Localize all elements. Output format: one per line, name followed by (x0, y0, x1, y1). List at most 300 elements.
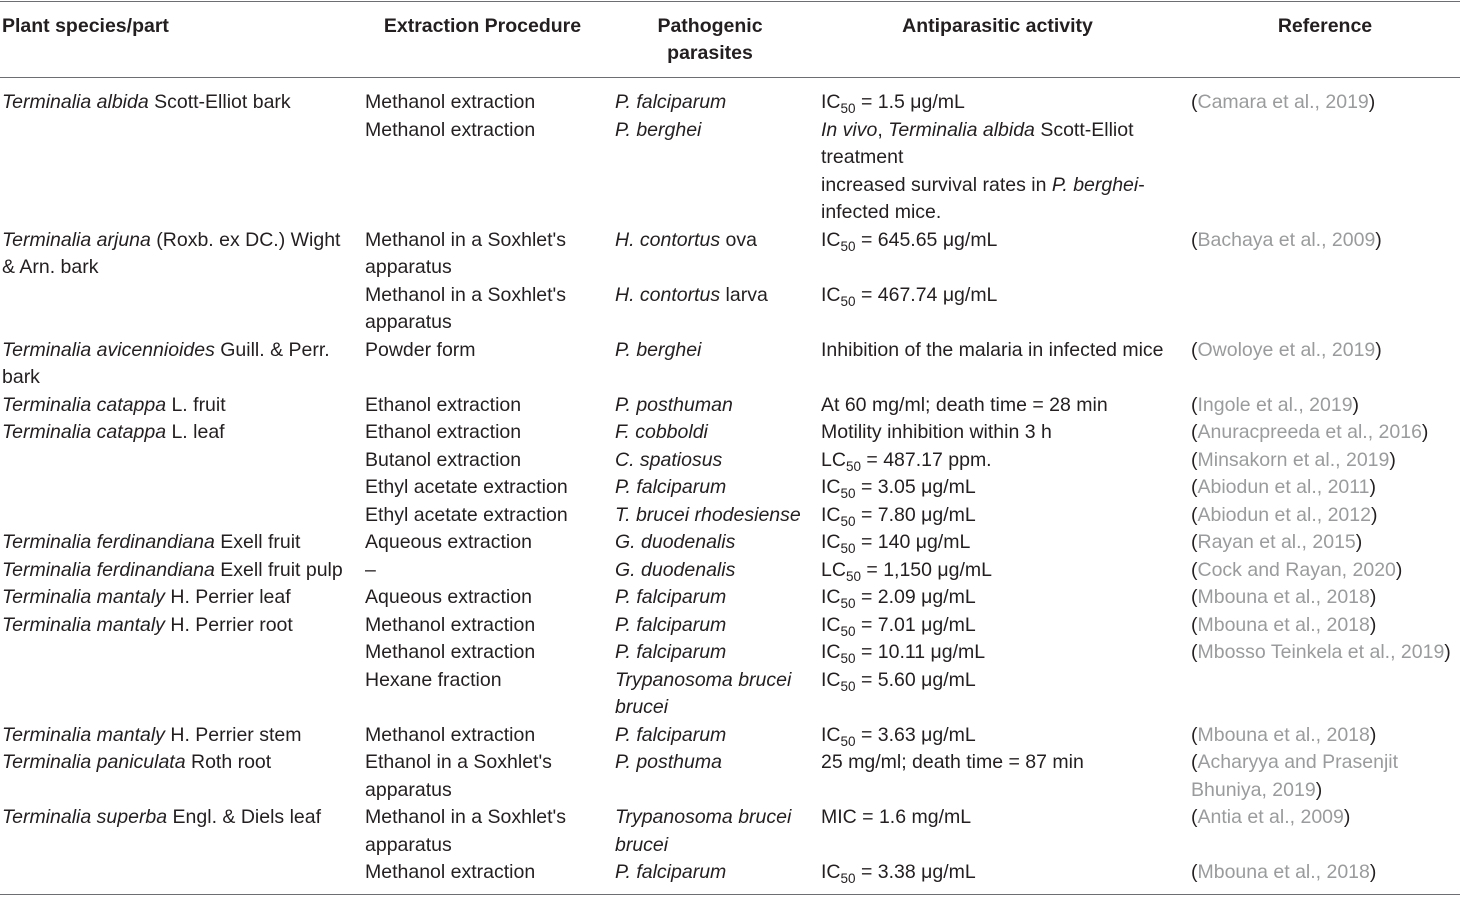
parasite-name: G. duodenalis (615, 558, 736, 581)
activity-subscript: 50 (845, 568, 861, 584)
cell-reference (1191, 612, 1459, 640)
activity-value: = 10.11 μg/mL (855, 641, 986, 663)
extraction-line: apparatus (365, 311, 452, 333)
cell-parasite (615, 227, 815, 255)
table-row (0, 612, 1460, 640)
cell-species (2, 337, 357, 392)
reference-line (1191, 447, 1459, 475)
cell-parasite (615, 337, 815, 365)
cell-activity (821, 502, 1181, 530)
cell-species (2, 529, 357, 557)
reference-line (1191, 557, 1459, 585)
parasite-line (615, 859, 815, 887)
reference-line (1191, 804, 1459, 832)
cell-reference (1191, 447, 1459, 475)
parasite-name: P. falciparum (615, 586, 727, 608)
parasite-line (615, 227, 815, 255)
activity-measure: IC (821, 586, 841, 608)
table-row (0, 859, 1460, 887)
reference-link[interactable]: Bachaya et al., 2009 (1197, 228, 1376, 251)
table-row (0, 117, 1460, 227)
reference-link[interactable]: Minsakorn et al., 2019 (1197, 448, 1390, 471)
cell-extraction (365, 749, 610, 804)
reference-link[interactable]: Antia et al., 2009 (1197, 806, 1344, 828)
parasite-line (615, 584, 815, 612)
cell-parasite (615, 474, 815, 502)
reference-line (1191, 227, 1459, 255)
species-part: H. Perrier leaf (164, 586, 291, 608)
table-row (0, 227, 1460, 282)
cell-extraction (365, 584, 610, 612)
activity-measure: IC (821, 228, 841, 251)
cell-parasite (615, 529, 815, 557)
species-name: Terminalia avicennioides (2, 338, 215, 361)
activity-value: = 645.65 μg/mL (855, 228, 998, 251)
cell-parasite (615, 612, 815, 640)
parasite-line (615, 392, 815, 420)
table-body (0, 89, 1460, 887)
parasite-line (615, 667, 815, 695)
parasite-name: P. falciparum (615, 723, 727, 746)
parasite-line (615, 639, 815, 667)
extraction-line: Methanol extraction (365, 861, 536, 883)
activity-value: = 1,150 μg/mL (860, 558, 992, 581)
cell-activity (821, 337, 1181, 365)
activity-value: = 140 μg/mL (855, 531, 971, 553)
reference-line (1191, 392, 1459, 420)
parasite-name: H. contortus (615, 283, 721, 306)
activity-subscript: 50 (840, 293, 856, 309)
activity-subscript: 50 (840, 678, 856, 694)
header-species: Plant species/part (2, 15, 169, 37)
header-parasites-line1: Pathogenic (657, 15, 763, 37)
parasite-line (615, 722, 815, 750)
activity-line (821, 117, 1181, 145)
cell-activity (821, 117, 1181, 227)
species-name: Terminalia ferdinandiana (2, 531, 215, 553)
cell-activity (821, 474, 1181, 502)
extraction-line: Methanol extraction (365, 91, 536, 113)
table-row (0, 639, 1460, 667)
reference-line (1191, 639, 1459, 667)
activity-line (821, 474, 1181, 502)
cell-activity (821, 557, 1181, 585)
parasite-name: P. falciparum (615, 91, 727, 113)
cell-parasite (615, 749, 815, 777)
cell-reference (1191, 419, 1459, 447)
reference-paren: ( (1191, 723, 1198, 746)
activity-value: = 2.09 μg/mL (855, 586, 976, 608)
parasite-line (615, 749, 815, 777)
activity-line (821, 667, 1181, 695)
parasite-line (615, 694, 815, 722)
species-name: Terminalia mantaly (2, 586, 165, 608)
activity-line: At 60 mg/ml; death time = 28 min (821, 393, 1108, 416)
parasite-stage: larva (720, 283, 768, 306)
cell-species (2, 392, 357, 420)
activity-subscript: 50 (840, 651, 856, 666)
reference-link[interactable]: Mbouna et al., 2018 (1197, 723, 1370, 746)
cell-extraction (365, 337, 610, 365)
extraction-line: – (365, 558, 376, 581)
cell-parasite (615, 804, 815, 859)
extraction-line: Ethanol extraction (365, 421, 522, 443)
extraction-line: Methanol extraction (365, 723, 536, 746)
cell-parasite (615, 282, 815, 310)
species-part: Roth root (185, 751, 272, 773)
species-line (2, 419, 357, 447)
reference-line (1191, 859, 1459, 887)
species-line: & Arn. bark (2, 256, 99, 278)
reference-paren: ( (1191, 558, 1198, 581)
cell-reference (1191, 584, 1459, 612)
activity-line (821, 227, 1181, 255)
cell-extraction (365, 639, 610, 667)
species-name: Terminalia mantaly (2, 723, 165, 746)
reference-paren: ) (1315, 778, 1323, 801)
reference-line (1191, 777, 1459, 805)
cell-reference (1191, 557, 1459, 585)
parasite-line (615, 282, 815, 310)
cell-parasite (615, 639, 815, 667)
reference-paren: ( (1191, 751, 1198, 773)
parasite-name: P. falciparum (615, 861, 727, 883)
cell-parasite (615, 447, 815, 475)
extraction-line: Methanol in a Soxhlet's (365, 228, 567, 251)
cell-activity (821, 447, 1181, 475)
parasite-name: H. contortus (615, 228, 721, 251)
cell-parasite (615, 859, 815, 887)
parasite-name: P. falciparum (615, 613, 727, 636)
parasite-name: P. falciparum (615, 476, 727, 498)
table-row (0, 447, 1460, 475)
activity-value: = 1.5 μg/mL (855, 91, 965, 113)
extraction-line: apparatus (365, 256, 452, 278)
reference-paren: ( (1191, 91, 1198, 113)
cell-activity (821, 227, 1181, 255)
header-reference: Reference (1277, 15, 1373, 37)
bottom-rule (0, 894, 1460, 895)
activity-line (821, 612, 1181, 640)
cell-reference (1191, 529, 1459, 557)
cell-species (2, 227, 357, 282)
species-part: Exell fruit pulp (214, 558, 343, 581)
species-part: Engl. & Diels leaf (167, 806, 322, 828)
reference-paren: ( (1191, 503, 1198, 526)
cell-species (2, 584, 357, 612)
extraction-line: Ethyl acetate extraction (365, 503, 568, 526)
activity-measure: IC (821, 641, 841, 663)
cell-parasite (615, 502, 815, 530)
activity-measure: IC (821, 723, 841, 746)
activity-value: = 7.01 μg/mL (855, 613, 976, 636)
reference-line (1191, 89, 1459, 117)
reference-paren: ) (1369, 586, 1377, 608)
table-row (0, 804, 1460, 859)
reference-line (1191, 529, 1459, 557)
reference-paren: ( (1191, 421, 1198, 443)
cell-parasite (615, 584, 815, 612)
species-line (2, 392, 357, 420)
species-part: H. Perrier stem (164, 723, 302, 746)
cell-reference (1191, 392, 1459, 420)
activity-line (821, 447, 1181, 475)
reference-link[interactable]: Abiodun et al., 2012 (1197, 503, 1371, 526)
reference-link[interactable]: Camara et al., 2019 (1197, 91, 1369, 113)
table-row (0, 557, 1460, 585)
species-name: Terminalia ferdinandiana (2, 558, 215, 581)
species-name: Terminalia arjuna (2, 228, 151, 251)
cell-extraction (365, 804, 610, 859)
activity-line: 25 mg/ml; death time = 87 min (821, 751, 1084, 773)
activity-line: MIC = 1.6 mg/mL (821, 806, 972, 828)
activity-subscript: 50 (840, 513, 856, 529)
cell-extraction (365, 557, 610, 585)
parasite-line (615, 529, 815, 557)
extraction-line: Powder form (365, 338, 476, 361)
table-row (0, 584, 1460, 612)
activity-text: - (1138, 173, 1145, 196)
activity-line (821, 282, 1181, 310)
parasite-line (615, 557, 815, 585)
reference-link[interactable]: Ingole et al., 2019 (1197, 393, 1353, 416)
table-row (0, 667, 1460, 722)
reference-line (1191, 612, 1459, 640)
activity-text: Scott-Elliot (1034, 118, 1134, 141)
species-line (2, 557, 357, 585)
reference-link[interactable]: Abiodun et al., 2011 (1197, 476, 1370, 498)
cell-extraction (365, 282, 610, 337)
activity-line (821, 639, 1181, 667)
table-row (0, 529, 1460, 557)
activity-value: = 487.17 ppm. (860, 448, 992, 471)
activity-subscript: 50 (840, 623, 856, 639)
cell-activity (821, 612, 1181, 640)
reference-link[interactable]: Anuracpreeda et al., 2016 (1197, 421, 1422, 443)
reference-paren: ( (1191, 861, 1198, 883)
cell-reference (1191, 502, 1459, 530)
activity-subscript: 50 (840, 541, 856, 556)
parasite-line (615, 612, 815, 640)
cell-species (2, 612, 357, 640)
cell-activity (821, 419, 1181, 447)
species-part: L. fruit (166, 393, 226, 416)
activity-value: = 467.74 μg/mL (855, 283, 998, 306)
activity-line: Inhibition of the malaria in infected mice (821, 338, 1164, 361)
reference-paren: ) (1369, 723, 1377, 746)
extraction-line: apparatus (365, 833, 452, 856)
activity-line: infected mice. (821, 201, 942, 223)
cell-parasite (615, 392, 815, 420)
species-line (2, 227, 357, 255)
activity-value: = 7.80 μg/mL (855, 503, 976, 526)
activity-italic: In vivo (821, 118, 878, 141)
activity-measure: IC (821, 531, 841, 553)
cell-species (2, 722, 357, 750)
cell-extraction (365, 89, 610, 117)
cell-extraction (365, 612, 610, 640)
table-row (0, 722, 1460, 750)
cell-activity (821, 859, 1181, 887)
parasite-line (615, 337, 815, 365)
extraction-line: Butanol extraction (365, 448, 522, 471)
cell-reference (1191, 749, 1459, 804)
species-line (2, 89, 357, 117)
activity-line: treatment (821, 146, 904, 168)
header-parasites (630, 13, 790, 67)
reference-link[interactable]: Acharyya and Prasenjit (1197, 751, 1399, 773)
reference-paren: ) (1389, 448, 1396, 471)
parasite-name: Trypanosoma brucei (615, 806, 792, 828)
extraction-line: Ethanol in a Soxhlet's (365, 751, 552, 773)
reference-link[interactable]: Cock and Rayan, 2020 (1197, 558, 1396, 581)
cell-reference (1191, 337, 1459, 365)
parasite-name: P. posthuman (615, 393, 733, 416)
activity-line (821, 557, 1181, 585)
cell-activity (821, 282, 1181, 310)
parasite-line (615, 804, 815, 832)
reference-link[interactable]: Bhuniya, 2019 (1191, 778, 1316, 801)
parasite-name: Trypanosoma brucei (615, 668, 792, 691)
table-row (0, 337, 1460, 392)
parasite-line (615, 419, 815, 447)
cell-reference (1191, 639, 1459, 667)
reference-paren: ( (1191, 228, 1198, 251)
cell-parasite (615, 89, 815, 117)
reference-line (1191, 337, 1459, 365)
species-line (2, 337, 357, 365)
cell-parasite (615, 117, 815, 145)
extraction-line: Methanol extraction (365, 613, 536, 636)
reference-paren: ) (1369, 476, 1377, 498)
parasite-name: brucei (615, 833, 669, 856)
reference-paren: ) (1375, 338, 1382, 361)
reference-line (1191, 419, 1459, 447)
reference-line (1191, 722, 1459, 750)
parasite-line (615, 89, 815, 117)
table-row (0, 282, 1460, 337)
activity-text: , (877, 118, 889, 141)
species-name: Terminalia paniculata (2, 751, 186, 773)
extraction-line: Ethanol extraction (365, 393, 522, 416)
table-row (0, 392, 1460, 420)
activity-line (821, 502, 1181, 530)
activity-measure: IC (821, 283, 841, 306)
cell-extraction (365, 502, 610, 530)
species-name: Terminalia albida (2, 91, 149, 113)
parasite-name: P. posthuma (615, 751, 722, 773)
extraction-line: Methanol extraction (365, 118, 536, 141)
activity-measure: IC (821, 503, 841, 526)
activity-measure: IC (821, 613, 841, 636)
reference-paren: ) (1369, 861, 1377, 883)
activity-line (821, 859, 1181, 887)
activity-subscript: 50 (840, 596, 856, 611)
reference-paren: ( (1191, 448, 1198, 471)
species-line (2, 529, 357, 557)
reference-paren: ) (1352, 393, 1360, 416)
activity-measure: LC (821, 448, 846, 471)
activity-line (821, 89, 1181, 117)
activity-subscript: 50 (840, 238, 856, 254)
parasite-line (615, 502, 815, 530)
species-name: Terminalia mantaly (2, 613, 165, 636)
activity-italic: P. berghei (1051, 173, 1139, 196)
parasite-line (615, 447, 815, 475)
parasite-name: brucei (615, 696, 669, 718)
cell-reference (1191, 859, 1459, 887)
reference-paren: ) (1355, 531, 1363, 553)
reference-link[interactable]: Rayan et al., 2015 (1197, 531, 1356, 553)
header-parasites-line2: parasites (667, 42, 753, 64)
header-activity: Antiparasitic activity (902, 15, 1093, 37)
activity-measure: IC (821, 861, 841, 883)
activity-line (821, 172, 1181, 200)
reference-paren: ) (1343, 806, 1351, 828)
cell-extraction (365, 529, 610, 557)
cell-activity (821, 392, 1181, 420)
cell-parasite (615, 419, 815, 447)
reference-link[interactable]: Owoloye et al., 2019 (1197, 338, 1376, 361)
header-rule (0, 77, 1460, 78)
reference-paren: ) (1444, 641, 1451, 663)
extraction-line: Aqueous extraction (365, 531, 532, 553)
reference-link[interactable]: Mbouna et al., 2018 (1197, 613, 1370, 636)
extraction-line: Aqueous extraction (365, 586, 532, 608)
reference-paren: ( (1191, 586, 1198, 608)
reference-paren: ( (1191, 531, 1198, 553)
activity-measure: IC (821, 91, 841, 113)
extraction-line: Hexane fraction (365, 668, 502, 691)
species-line (2, 722, 357, 750)
cell-activity (821, 804, 1181, 832)
cell-extraction (365, 474, 610, 502)
cell-activity (821, 529, 1181, 557)
cell-extraction (365, 447, 610, 475)
cell-reference (1191, 722, 1459, 750)
activity-line (821, 584, 1181, 612)
table-row (0, 749, 1460, 804)
parasite-name: T. brucei rhodesiense (615, 503, 801, 526)
parasite-stage: ova (720, 228, 757, 251)
activity-value: = 5.60 μg/mL (855, 668, 976, 691)
reference-link[interactable]: Mbouna et al., 2018 (1197, 861, 1370, 883)
parasite-line (615, 474, 815, 502)
activity-value: = 3.38 μg/mL (855, 861, 976, 883)
activity-line: Motility inhibition within 3 h (821, 421, 1052, 443)
activity-line (821, 722, 1181, 750)
top-rule (0, 1, 1460, 2)
parasite-line (615, 117, 815, 145)
reference-link[interactable]: Mbosso Teinkela et al., 2019 (1197, 641, 1445, 663)
table-row (0, 502, 1460, 530)
reference-paren: ( (1191, 806, 1198, 828)
cell-extraction (365, 859, 610, 887)
cell-activity (821, 749, 1181, 777)
reference-paren: ) (1421, 421, 1429, 443)
reference-link[interactable]: Mbouna et al., 2018 (1197, 586, 1370, 608)
cell-activity (821, 722, 1181, 750)
reference-paren: ) (1370, 503, 1378, 526)
parasite-name: P. berghei (615, 338, 702, 361)
activity-value: = 3.05 μg/mL (855, 476, 976, 498)
activity-value: = 3.63 μg/mL (855, 723, 976, 746)
species-line (2, 749, 357, 777)
activity-subscript: 50 (840, 871, 856, 886)
activity-text: increased survival rates in (821, 173, 1052, 196)
species-line (2, 612, 357, 640)
species-name: Terminalia catappa (2, 393, 167, 416)
